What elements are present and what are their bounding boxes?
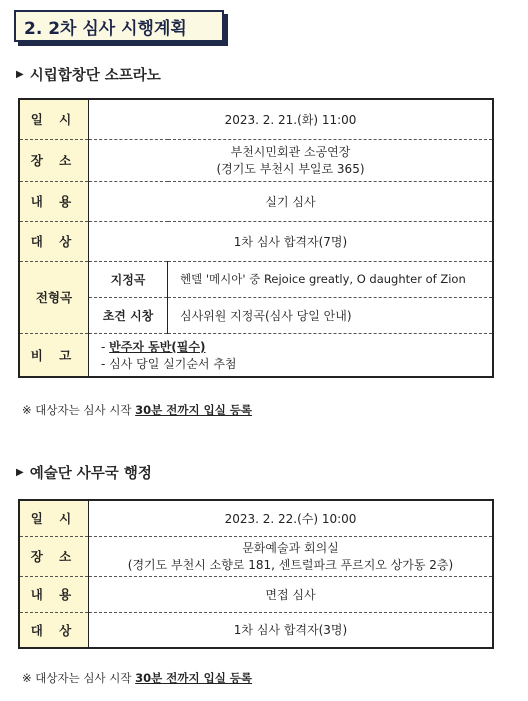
table-row <box>19 576 493 612</box>
table-row <box>19 536 493 576</box>
note-emphasis: 30분 전까지 입실 등록 <box>135 403 253 417</box>
piece-label: 전형곡 <box>19 261 89 333</box>
section2-note <box>22 670 252 686</box>
designated-label: 지정곡 <box>89 261 168 297</box>
table-row <box>19 181 493 221</box>
sight-value: 심사위원 지정곡(심사 당일 안내) <box>168 297 494 333</box>
table-row <box>19 99 493 139</box>
content-value: 실기 심사 <box>89 181 494 221</box>
remarks-line1 <box>101 338 492 355</box>
designated-value: 헨델 '메시아' 중 Rejoice greatly, O daughter of Zion <box>168 261 494 297</box>
section2-heading <box>16 462 152 483</box>
target-label: 대 상 <box>19 221 89 261</box>
target-value: 1차 심사 합격자(3명) <box>233 623 348 638</box>
section1-heading <box>16 64 161 85</box>
target-value: 1차 심사 합격자(7명) <box>89 221 494 261</box>
triangle-bullet-icon: ▶ <box>16 69 24 80</box>
page-title-text: 2. 2차 심사 시행계획 <box>24 18 187 39</box>
section1-heading-text: 시립합창단 소프라노 <box>29 68 161 84</box>
table-row <box>19 612 493 648</box>
date-label: 일 시 <box>19 99 89 139</box>
place-line1: 문화예술과 회의실 <box>242 541 339 555</box>
date-label: 일 시 <box>19 500 89 536</box>
remarks-value <box>89 333 494 377</box>
place-label: 장 소 <box>19 139 89 181</box>
date-value: 2023. 2. 21.(화) 11:00 <box>89 99 494 139</box>
note-prefix: ※ 대상자는 심사 시작 <box>22 403 136 417</box>
table-row <box>19 261 493 297</box>
table-row <box>19 297 493 333</box>
place-line2: (경기도 부천시 소향로 181, 센트럴파크 푸르지오 상가동 2층) <box>127 558 454 572</box>
table-row <box>19 500 493 536</box>
sight-label: 초견 시창 <box>89 297 168 333</box>
remarks-bullet: - <box>101 339 110 354</box>
content-label: 내 용 <box>19 576 89 612</box>
place-value <box>89 536 494 576</box>
section2-table <box>18 499 494 649</box>
table-row <box>19 139 493 181</box>
place-value <box>89 139 494 181</box>
table-row <box>19 221 493 261</box>
table-row <box>19 333 493 377</box>
section1-table <box>18 98 494 378</box>
place-line2: (경기도 부천시 부일로 365) <box>216 162 365 176</box>
remarks-line1-text: 반주자 동반(필수) <box>109 339 206 354</box>
remarks-label: 비 고 <box>19 333 89 377</box>
page-title <box>14 10 224 42</box>
place-label: 장 소 <box>19 536 89 576</box>
triangle-bullet-icon: ▶ <box>16 467 24 478</box>
content-value: 면접 심사 <box>89 576 494 612</box>
date-value: 2023. 2. 22.(수) 10:00 <box>89 500 494 536</box>
section1-note <box>22 402 252 418</box>
section2-heading-text: 예술단 사무국 행정 <box>29 466 152 482</box>
remarks-line2: - 심사 당일 실기순서 추첨 <box>101 356 237 371</box>
content-label: 내 용 <box>19 181 89 221</box>
place-line1: 부천시민회관 소공연장 <box>230 145 351 159</box>
target-label: 대 상 <box>19 612 89 648</box>
note-emphasis: 30분 전까지 입실 등록 <box>135 671 253 685</box>
note-prefix: ※ 대상자는 심사 시작 <box>22 671 136 685</box>
